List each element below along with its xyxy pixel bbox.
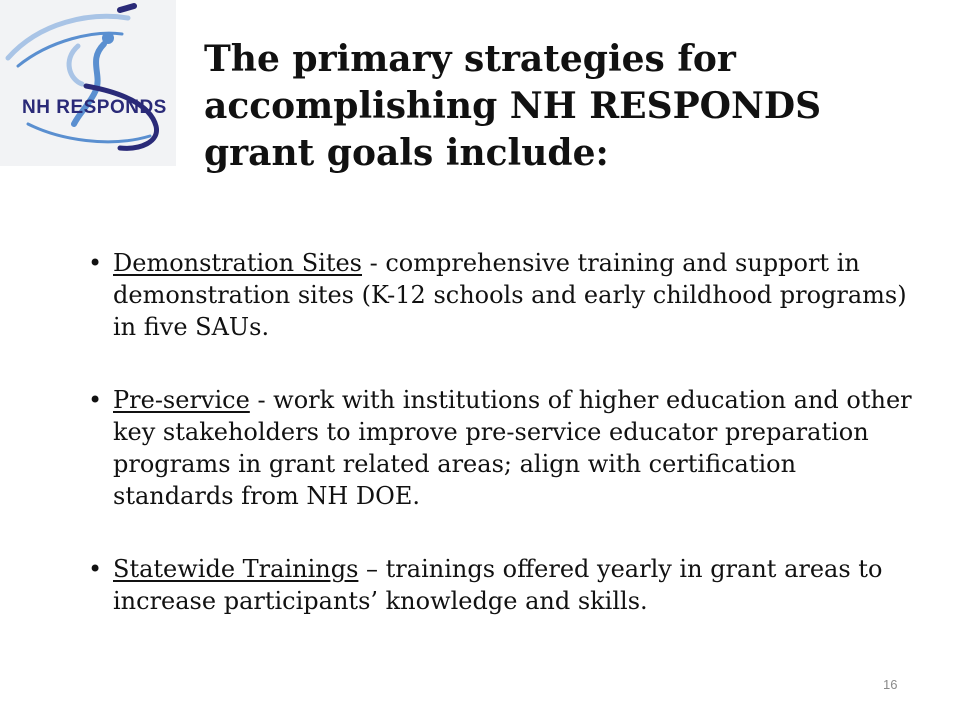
page-number: 16 xyxy=(883,677,898,692)
nh-responds-logo xyxy=(0,0,176,166)
bullet-icon: • xyxy=(88,386,103,414)
slide-title: The primary strategies for accomplishing NH RESPONDS grant goals include: xyxy=(204,38,822,174)
bullet-icon: • xyxy=(88,555,103,583)
bullet-item xyxy=(88,553,918,617)
logo-figure-icon xyxy=(0,0,176,166)
bullet-item xyxy=(88,247,918,343)
bullet-text: - comprehensive training and support in demonstration sites (K-12 schools and early childhood programs) in five SAUs. xyxy=(113,249,907,341)
bullet-item xyxy=(88,384,918,512)
bullet-text: – trainings offered yearly in grant areas to increase participants’ knowledge and skills. xyxy=(113,555,883,615)
bullet-text: - work with institutions of higher education and other key stakeholders to improve pre-service educator preparation programs in grant related areas; align with certification standards from NH DOE. xyxy=(113,386,912,510)
bullet-term: Statewide Trainings xyxy=(113,555,359,583)
bullet-term: Demonstration Sites xyxy=(113,249,362,277)
bullet-icon: • xyxy=(88,249,103,277)
logo-text: NH RESPONDS xyxy=(22,97,167,118)
strategy-list xyxy=(88,247,918,617)
bullet-term: Pre-service xyxy=(113,386,250,414)
